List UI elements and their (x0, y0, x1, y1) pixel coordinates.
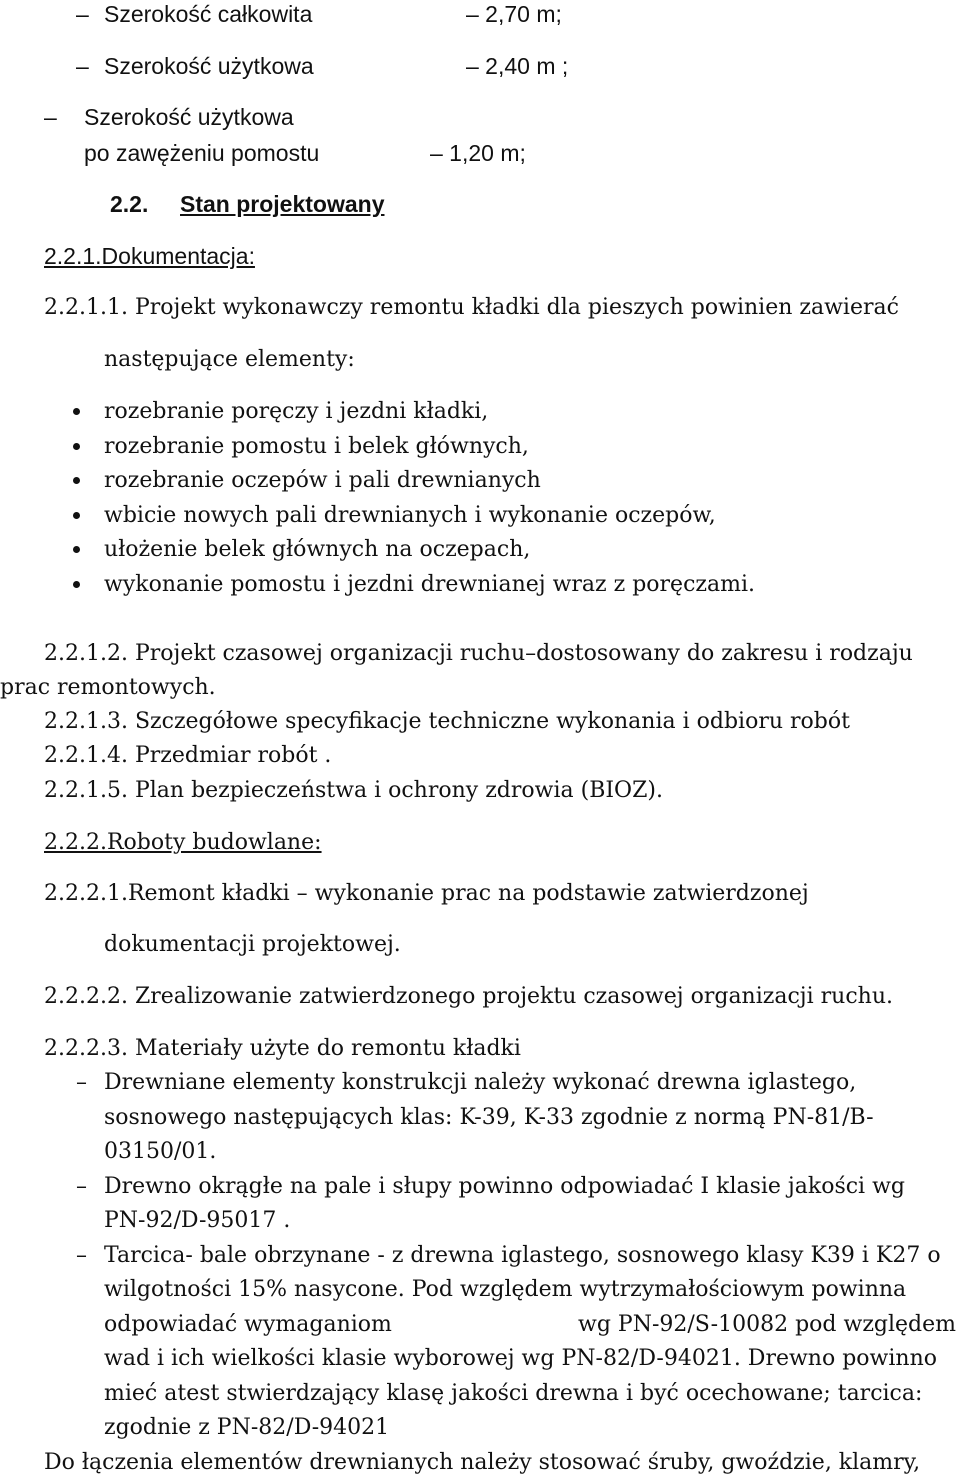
section-number: 2.2. (110, 191, 149, 217)
list-item-line: zgodnie z PN-82/D-94021 (104, 1415, 390, 1440)
dash-marker: – (76, 1, 89, 27)
list-item: wbicie nowych pali drewnianych i wykonanie oczepów, (104, 503, 716, 528)
bullet-icon (73, 408, 80, 415)
paragraph-line: następujące elementy: (104, 347, 355, 372)
bullet-icon (73, 477, 80, 484)
dash-marker: – (76, 1243, 87, 1268)
list-item-line: Drewniane elementy konstrukcji należy wykonać drewna iglastego, (104, 1070, 857, 1095)
list-item: rozebranie oczepów i pali drewnianych (104, 468, 541, 493)
list-item: wykonanie pomostu i jezdni drewnianej wraz z poręczami. (104, 572, 755, 597)
dim-value: – 2,40 m ; (466, 53, 569, 79)
list-item-line: odpowiadać wymaganiom (104, 1312, 392, 1337)
doc-heading: 2.2.1.Dokumentacja: (44, 243, 255, 269)
dash-marker: – (44, 104, 57, 130)
paragraph-line: 2.2.1.4. Przedmiar robót . (44, 743, 332, 768)
paragraph-line: 2.2.2.3. Materiały użyte do remontu kładki (44, 1036, 521, 1061)
paragraph-line: 2.2.2.1.Remont kładki – wykonanie prac na podstawie zatwierdzonej (44, 881, 809, 906)
bullet-icon (73, 512, 80, 519)
dim-value: – 1,20 m; (430, 140, 526, 166)
paragraph-line: 2.2.1.3. Szczegółowe specyfikacje techniczne wykonania i odbioru robót (44, 709, 850, 734)
list-item-line: Drewno okrągłe na pale i słupy powinno odpowiadać I klasie jakości wg (104, 1174, 906, 1199)
section-title: Stan projektowany (180, 191, 385, 217)
dash-marker: – (76, 53, 89, 79)
list-item-line: PN-92/D-95017 . (104, 1208, 291, 1233)
dim-label: Szerokość całkowita (104, 1, 313, 27)
bullet-icon (73, 546, 80, 553)
list-item-line: wilgotności 15% nasycone. Pod względem wytrzymałościowym powinna (104, 1277, 907, 1302)
roboty-heading: 2.2.2.Roboty budowlane: (44, 830, 322, 855)
paragraph-line: 2.2.2.2. Zrealizowanie zatwierdzonego projektu czasowej organizacji ruchu. (44, 984, 893, 1009)
paragraph-line: dokumentacji projektowej. (104, 932, 401, 957)
dim-label: Szerokość użytkowa (84, 104, 294, 130)
dim-label: Szerokość użytkowa (104, 53, 314, 79)
paragraph-line: 2.2.1.5. Plan bezpieczeństwa i ochrony zdrowia (BIOZ). (44, 778, 663, 803)
list-item-line: 03150/01. (104, 1139, 217, 1164)
list-item-line: sosnowego następujących klas: K-39, K-33 zgodnie z normą PN-81/B- (104, 1105, 874, 1130)
paragraph-line: 2.2.1.2. Projekt czasowej organizacji ruchu–dostosowany do zakresu i rodzaju (44, 641, 913, 666)
paragraph-line: Do łączenia elementów drewnianych należy stosować śruby, gwoździe, klamry, (44, 1450, 921, 1475)
dim-value: – 2,70 m; (466, 1, 562, 27)
paragraph-line: 2.2.1.1. Projekt wykonawczy remontu kładki dla pieszych powinien zawierać (44, 295, 899, 320)
bullet-icon (73, 443, 80, 450)
list-item-line: wad i ich wielkości klasie wyborowej wg PN-82/D-94021. Drewno powinno (104, 1346, 937, 1371)
list-item: rozebranie poręczy i jezdni kładki, (104, 399, 489, 424)
list-item-line: mieć atest stwierdzający klasę jakości drewna i być ocechowane; tarcica: (104, 1381, 923, 1406)
bullet-icon (73, 581, 80, 588)
list-item-line: wg PN-92/S-10082 pod względem (578, 1312, 957, 1337)
list-item-line: Tarcica- bale obrzynane - z drewna iglastego, sosnowego klasy K39 i K27 o (104, 1243, 941, 1268)
dash-marker: – (76, 1174, 87, 1199)
paragraph-line: prac remontowych. (0, 675, 216, 700)
dim-label-cont: po zawężeniu pomostu (84, 140, 320, 166)
list-item: ułożenie belek głównych na oczepach, (104, 537, 531, 562)
list-item: rozebranie pomostu i belek głównych, (104, 434, 529, 459)
dash-marker: – (76, 1070, 87, 1095)
